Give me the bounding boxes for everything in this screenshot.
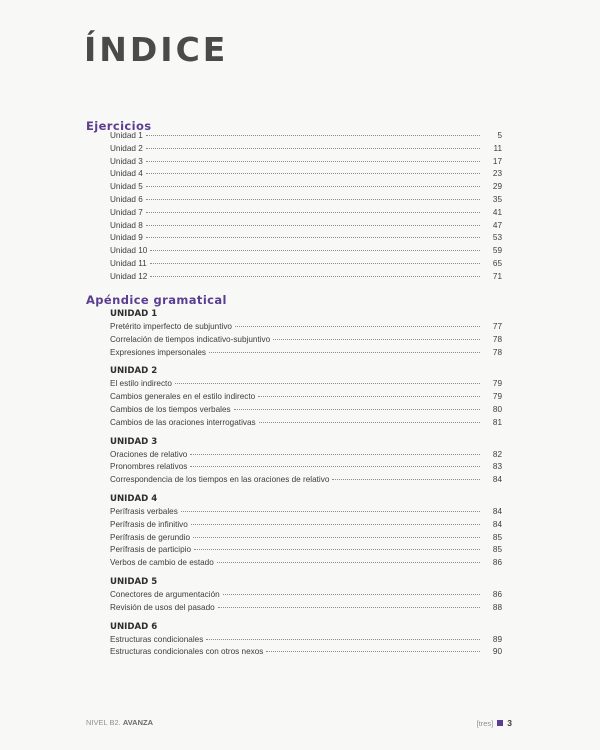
toc-entry-grammar xyxy=(110,347,502,360)
unit-heading: UNIDAD 4 xyxy=(110,493,158,504)
toc-entry-page: 89 xyxy=(492,634,502,644)
dot-leader xyxy=(146,135,480,136)
toc-entry-page: 84 xyxy=(492,475,502,485)
unit-heading: UNIDAD 1 xyxy=(110,309,158,319)
dot-leader xyxy=(190,454,480,455)
toc-entry-grammar xyxy=(110,378,502,391)
toc-entry-label: Perífrasis verbales xyxy=(110,506,178,516)
footer-page xyxy=(477,718,512,728)
toc-entry-unidad-12 xyxy=(110,271,502,284)
unit-heading: UNIDAD 3 xyxy=(110,436,158,447)
toc-entry-label: El estilo indirecto xyxy=(110,379,172,389)
toc-entry-grammar xyxy=(110,602,502,615)
toc-entry-grammar xyxy=(110,506,502,519)
toc-entry-page: 23 xyxy=(492,169,502,179)
toc-entry-label: Correspondencia de los tiempos en las oraciones de relativo xyxy=(110,475,330,485)
toc-entry-unidad-7 xyxy=(110,207,502,220)
toc-entry-label: Unidad 2 xyxy=(110,143,143,153)
toc-entry-label: Cambios de los tiempos verbales xyxy=(110,404,231,414)
dot-leader xyxy=(217,562,480,563)
toc-entry-grammar xyxy=(110,461,502,474)
toc-entry-unidad-5 xyxy=(110,181,502,194)
page-title: ÍNDICE xyxy=(84,30,229,69)
toc-entry-unidad-8 xyxy=(110,220,502,233)
toc-entry-grammar xyxy=(110,404,502,417)
toc-entry-grammar xyxy=(110,334,502,347)
dot-leader xyxy=(273,339,480,340)
dot-leader xyxy=(146,212,480,213)
unit-heading: UNIDAD 6 xyxy=(110,621,158,632)
dot-leader xyxy=(190,466,480,467)
square-marker-icon xyxy=(497,720,503,726)
toc-entry-label: Cambios generales en el estilo indirecto xyxy=(110,392,256,402)
dot-leader xyxy=(218,607,480,608)
toc-entry-unidad-2 xyxy=(110,143,502,156)
dot-leader xyxy=(181,511,480,512)
dot-leader xyxy=(193,537,480,538)
toc-entry-label: Revisión de usos del pasado xyxy=(110,602,215,612)
toc-entry-page: 29 xyxy=(492,182,502,192)
dot-leader xyxy=(191,524,480,525)
toc-entry-label: Perífrasis de infinitivo xyxy=(110,519,188,529)
toc-entry-label: Pretérito imperfecto de subjuntivo xyxy=(110,322,232,331)
toc-entry-grammar xyxy=(110,589,502,602)
toc-entry-label: Perífrasis de gerundio xyxy=(110,532,191,542)
toc-entry-page: 17 xyxy=(492,156,502,166)
toc-entry-grammar xyxy=(110,474,502,487)
toc-entry-page: 83 xyxy=(492,462,502,472)
dot-leader xyxy=(146,161,480,162)
footer-page-word: [tres] xyxy=(476,718,494,728)
dot-leader xyxy=(146,186,480,187)
toc-entry-page: 85 xyxy=(492,532,502,542)
toc-entry-page: 77 xyxy=(492,322,502,331)
toc-entry-grammar xyxy=(110,634,502,647)
dot-leader xyxy=(194,549,480,550)
toc-entry-grammar xyxy=(110,391,502,404)
toc-entry-page: 90 xyxy=(492,647,502,657)
toc-entry-label: Estructuras condicionales con otros nexos xyxy=(110,647,264,657)
toc-entry-unidad-3 xyxy=(110,156,502,169)
toc-entry-page: 47 xyxy=(492,220,502,230)
toc-entry-label: Conectores de argumentación xyxy=(110,589,220,599)
toc-entry-page: 35 xyxy=(492,194,502,204)
footer-book-title: AVANZA xyxy=(122,718,153,727)
toc-entry-page: 59 xyxy=(492,246,502,256)
toc-entry-page: 78 xyxy=(492,347,502,357)
ejercicios-list xyxy=(110,130,502,284)
toc-entry-grammar xyxy=(110,646,502,659)
unit-heading: UNIDAD 5 xyxy=(110,576,158,587)
toc-entry-unidad-9 xyxy=(110,232,502,245)
toc-entry-grammar xyxy=(110,321,502,334)
dot-leader xyxy=(146,173,480,174)
dot-leader xyxy=(146,225,480,226)
unit-heading: UNIDAD 2 xyxy=(110,366,158,377)
toc-entry-unidad-11 xyxy=(110,258,502,271)
toc-entry-grammar xyxy=(110,417,502,430)
toc-entry-grammar xyxy=(110,449,502,462)
toc-entry-page: 86 xyxy=(492,558,502,568)
toc-entry-unidad-10 xyxy=(110,245,502,258)
toc-entry-label: Pronombres relativos xyxy=(110,462,188,472)
toc-entry-grammar xyxy=(110,557,502,570)
toc-entry-label: Unidad 10 xyxy=(110,246,148,256)
footer-level: NIVEL B2. xyxy=(86,718,121,727)
toc-entry-page: 85 xyxy=(492,545,502,555)
apendice-list xyxy=(110,308,502,659)
toc-entry-page: 86 xyxy=(492,589,502,599)
toc-entry-page: 84 xyxy=(492,506,502,516)
dot-leader xyxy=(266,651,480,652)
footer-page-number: 3 xyxy=(507,718,512,728)
dot-leader xyxy=(223,594,480,595)
toc-entry-label: Estructuras condicionales xyxy=(110,634,204,644)
toc-entry-page: 88 xyxy=(492,602,502,612)
toc-entry-unidad-1 xyxy=(110,130,502,143)
dot-leader xyxy=(234,409,480,410)
toc-entry-grammar xyxy=(110,544,502,557)
toc-entry-label: Verbos de cambio de estado xyxy=(110,558,214,568)
dot-leader xyxy=(235,326,480,327)
toc-entry-label: Oraciones de relativo xyxy=(110,449,188,459)
toc-entry-page: 80 xyxy=(492,404,502,414)
dot-leader xyxy=(146,199,480,200)
toc-entry-unidad-4 xyxy=(110,168,502,181)
dot-leader xyxy=(150,250,480,251)
toc-entry-label: Unidad 4 xyxy=(110,169,143,179)
ejercicios-heading: Ejercicios xyxy=(86,119,152,133)
toc-entry-label: Unidad 1 xyxy=(110,131,143,140)
footer-book-info xyxy=(86,718,153,727)
toc-entry-page: 79 xyxy=(492,392,502,402)
dot-leader xyxy=(258,396,480,397)
toc-entry-page: 11 xyxy=(493,143,502,153)
dot-leader xyxy=(150,263,480,264)
toc-entry-label: Unidad 5 xyxy=(110,182,143,192)
toc-entry-page: 78 xyxy=(492,334,502,344)
toc-entry-page: 84 xyxy=(492,519,502,529)
toc-entry-page: 71 xyxy=(492,271,502,281)
toc-entry-unidad-6 xyxy=(110,194,502,207)
toc-entry-page: 53 xyxy=(492,233,502,243)
toc-entry-page: 81 xyxy=(492,417,502,427)
toc-entry-page: 79 xyxy=(492,379,502,389)
dot-leader xyxy=(150,276,480,277)
toc-entry-grammar xyxy=(110,519,502,532)
toc-entry-label: Unidad 8 xyxy=(110,220,143,230)
toc-entry-label: Unidad 12 xyxy=(110,271,148,281)
dot-leader xyxy=(332,479,480,480)
toc-entry-label: Unidad 7 xyxy=(110,207,143,217)
toc-entry-label: Cambios de las oraciones interrogativas xyxy=(110,417,256,427)
dot-leader xyxy=(146,148,480,149)
dot-leader xyxy=(259,422,480,423)
toc-entry-page: 82 xyxy=(492,449,502,459)
toc-entry-label: Unidad 9 xyxy=(110,233,143,243)
apendice-heading: Apéndice gramatical xyxy=(86,293,227,307)
dot-leader xyxy=(175,383,480,384)
toc-entry-page: 5 xyxy=(497,131,502,140)
toc-entry-label: Unidad 3 xyxy=(110,156,143,166)
toc-entry-page: 41 xyxy=(492,207,502,217)
toc-entry-page: 65 xyxy=(492,258,502,268)
toc-entry-grammar xyxy=(110,532,502,545)
toc-entry-label: Expresiones impersonales xyxy=(110,347,207,357)
toc-entry-label: Correlación de tiempos indicativo-subjuntivo xyxy=(110,334,271,344)
dot-leader xyxy=(209,352,480,353)
dot-leader xyxy=(206,639,480,640)
toc-entry-label: Unidad 11 xyxy=(110,258,147,268)
toc-entry-label: Perífrasis de participio xyxy=(110,545,191,555)
toc-entry-label: Unidad 6 xyxy=(110,194,143,204)
dot-leader xyxy=(146,237,480,238)
